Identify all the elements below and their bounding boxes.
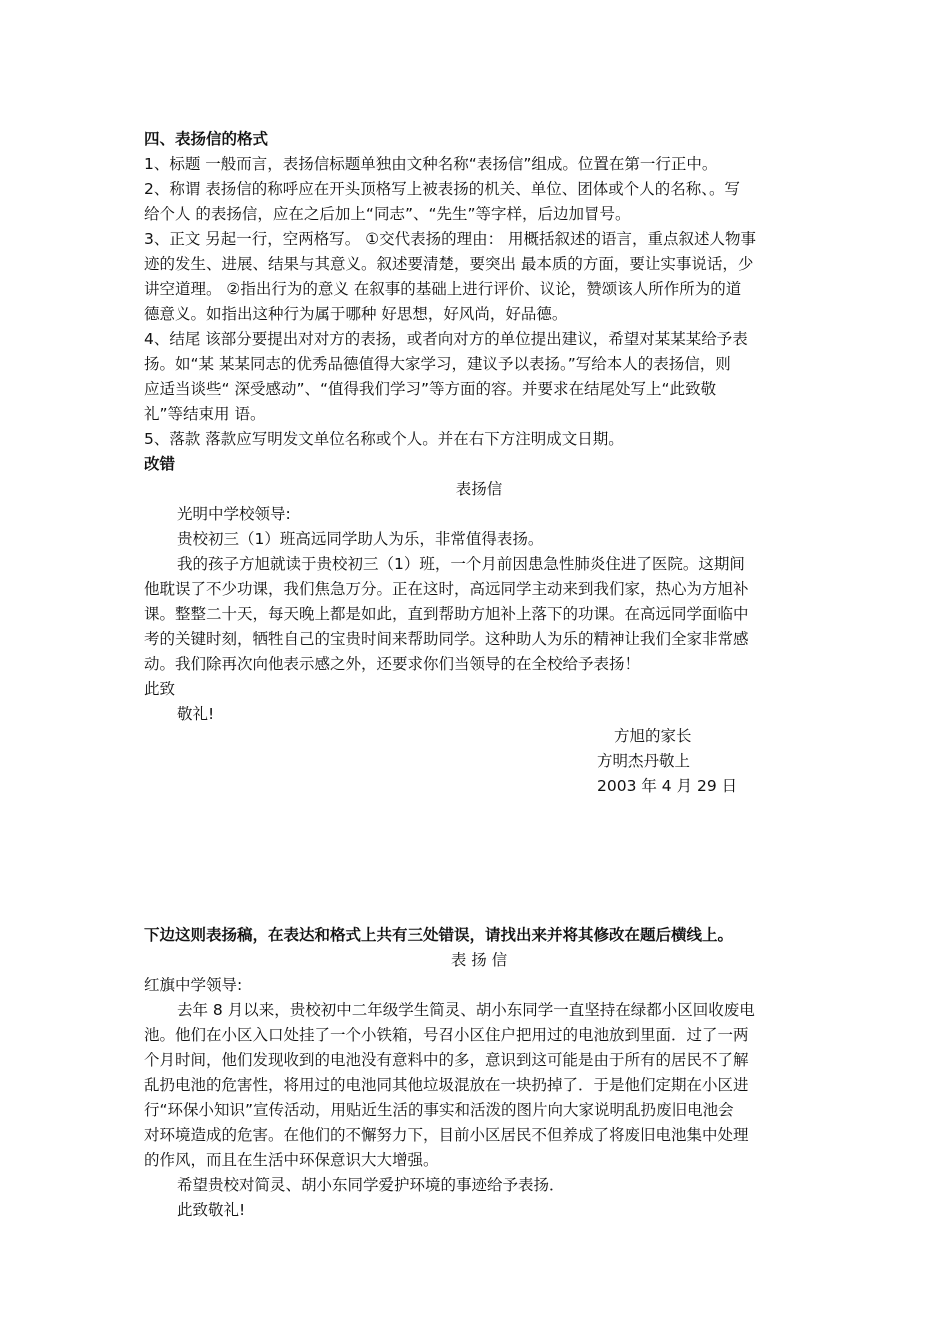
format-line: 1、标题 一般而言，表扬信标题单独由文种名称“表扬信”组成。位置在第一行正中。	[144, 155, 718, 173]
exercise-paragraph: 的作风，而且在生活中环保意识大大增强。	[144, 1151, 439, 1169]
letter-title: 表扬信	[455, 480, 503, 498]
letter-paragraph: 他耽误了不少功课，我们焦急万分。正在这时，高远同学主动来到我们家，热心为方旭补	[144, 580, 749, 598]
letter-date: 2003 年 4 月 29 日	[597, 777, 738, 795]
letter-paragraph: 课。整整二十天，每天晚上都是如此，直到帮助方旭补上落下的功课。在高远同学面临中	[144, 605, 749, 623]
format-line: 扬。如“某 某某同志的优秀品德值得大家学习，建议予以表扬。”写给本人的表扬信，则	[144, 355, 731, 373]
letter-closing: 此致	[144, 680, 176, 698]
format-line: 德意义。如指出这种行为属于哪种 好思想，好风尚，好品德。	[144, 305, 568, 323]
section-heading-correction: 改错	[144, 455, 176, 473]
letter-paragraph: 我的孩子方旭就读于贵校初三（1）班，一个月前因患急性肺炎住进了医院。这期间	[177, 555, 745, 573]
format-line: 3、正文 另起一行，空两格写。 ①交代表扬的理由： 用概括叙述的语言，重点叙述人物事	[144, 230, 757, 248]
format-line: 给个人 的表扬信，应在之后加上“同志”、“先生”等字样，后边加冒号。	[144, 205, 631, 223]
format-line: 4、结尾 该部分要提出对对方的表扬，或者向对方的单位提出建议，希望对某某某给予表	[144, 330, 748, 348]
format-line: 迹的发生、进展、结果与其意义。叙述要清楚，要突出 最本质的方面，要让实事说话，少	[144, 255, 754, 273]
letter-paragraph: 动。我们除再次向他表示感之外，还要求你们当领导的在全校给予表扬！	[144, 655, 641, 673]
letter-paragraph: 考的关键时刻，牺牲自己的宝贵时间来帮助同学。这种助人为乐的精神让我们全家非常感	[144, 630, 749, 648]
exercise-heading: 下边这则表扬稿，在表达和格式上共有三处错误，请找出来并将其修改在题后横线上。	[144, 926, 734, 944]
format-line: 应适当谈些“ 深受感动”、“值得我们学习”等方面的容。并要求在结尾处写上“此致敬	[144, 380, 717, 398]
exercise-paragraph: 去年 8 月以来，贵校初中二年级学生简灵、胡小东同学一直坚持在绿都小区回收废电	[177, 1001, 755, 1019]
section-heading-format: 四、表扬信的格式	[144, 130, 269, 148]
exercise-letter-title: 表 扬 信	[450, 951, 508, 969]
letter-paragraph: 贵校初三（1）班高远同学助人为乐，非常值得表扬。	[177, 530, 544, 548]
format-line: 讲空道理。 ②指出行为的意义 在叙事的基础上进行评价、议论，赞颂该人所作所为的道	[144, 280, 742, 298]
exercise-paragraph: 乱扔电池的危害性，将用过的电池同其他垃圾混放在一块扔掉了．于是他们定期在小区进	[144, 1076, 749, 1094]
exercise-paragraph: 希望贵校对简灵、胡小东同学爱护环境的事迹给予表扬．	[177, 1176, 565, 1194]
exercise-paragraph: 个月时间，他们发现收到的电池没有意料中的多，意识到这可能是由于所有的居民不了解	[144, 1051, 749, 1069]
exercise-paragraph: 池。他们在小区入口处挂了一个小铁箱，号召小区住户把用过的电池放到里面．过了一两	[144, 1026, 749, 1044]
letter-signature: 方旭的家长	[614, 727, 692, 745]
format-line: 2、称谓 表扬信的称呼应在开头顶格写上被表扬的机关、单位、团体或个人的名称、。写	[144, 180, 741, 198]
letter-salutation: 光明中学校领导:	[177, 505, 291, 523]
exercise-paragraph: 对环境造成的危害。在他们的不懈努力下，目前小区居民不但养成了将废旧电池集中处理	[144, 1126, 749, 1144]
letter-signature: 方明杰丹敬上	[597, 752, 691, 770]
exercise-closing: 此致敬礼!	[177, 1201, 246, 1219]
format-line: 礼”等结束用 语。	[144, 405, 266, 423]
format-line: 5、落款 落款应写明发文单位名称或个人。并在右下方注明成文日期。	[144, 430, 624, 448]
letter-closing: 敬礼!	[177, 705, 215, 723]
exercise-paragraph: 行“环保小知识”宣传活动，用贴近生活的事实和活泼的图片向大家说明乱扔废旧电池会	[144, 1101, 734, 1119]
exercise-salutation: 红旗中学领导:	[144, 976, 243, 994]
